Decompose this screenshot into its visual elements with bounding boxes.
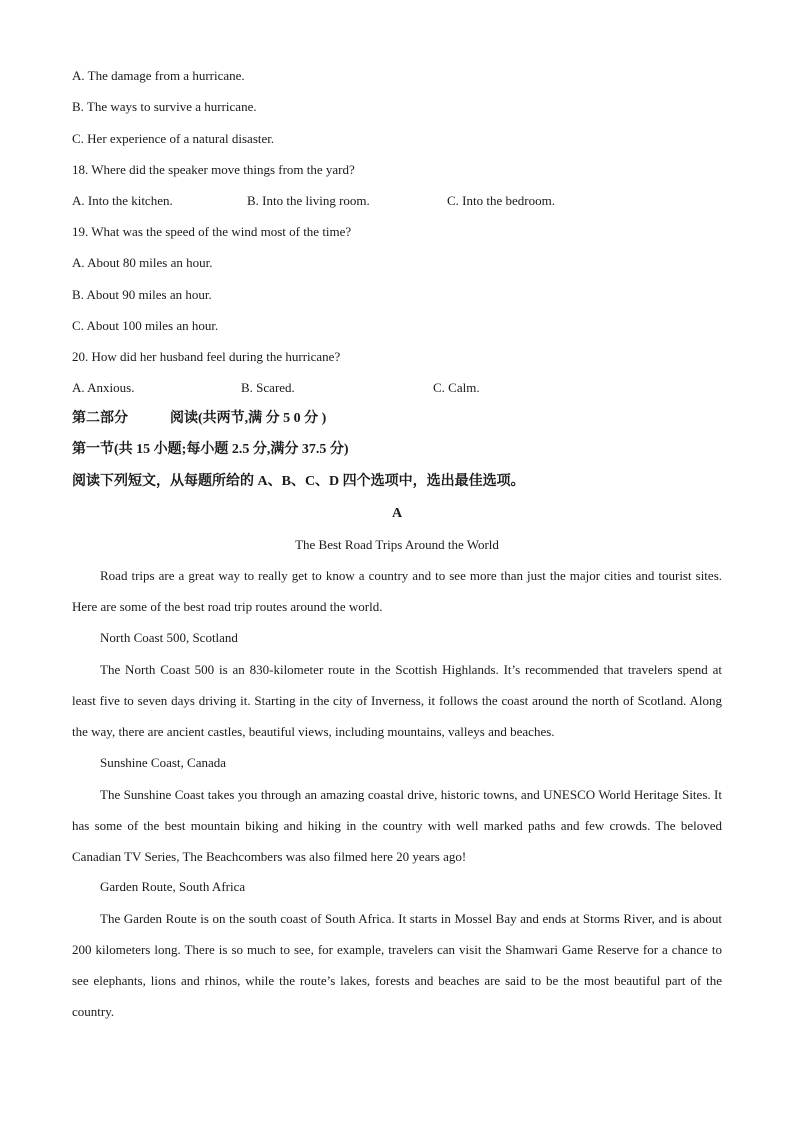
q19-option-b: B. About 90 miles an hour. bbox=[72, 287, 212, 302]
route-2-name: Sunshine Coast, Canada bbox=[100, 755, 227, 770]
route-3-name: Garden Route, South Africa bbox=[100, 879, 246, 894]
q18-option-b: B. Into the living room. bbox=[247, 193, 370, 208]
q18-option-a: A. Into the kitchen. bbox=[72, 193, 173, 208]
q17-option-c: C. Her experience of a natural disaster. bbox=[72, 131, 275, 146]
passage-title: The Best Road Trips Around the World bbox=[295, 537, 499, 552]
q19-option-c: C. About 100 miles an hour. bbox=[72, 318, 219, 333]
passage-letter: A bbox=[391, 506, 403, 521]
route-1-name: North Coast 500, Scotland bbox=[100, 630, 238, 645]
q20-question: 20. How did her husband feel during the hurricane? bbox=[72, 349, 341, 364]
q20-option-a: A. Anxious. bbox=[72, 380, 135, 395]
section-one-heading: 第一节(共 15 小题;每小题 2.5 分,满分 37.5 分) bbox=[72, 442, 349, 457]
q19-question: 19. What was the speed of the wind most of the time? bbox=[72, 224, 352, 239]
q17-option-a: A. The damage from a hurricane. bbox=[72, 68, 245, 83]
q20-option-c: C. Calm. bbox=[433, 380, 480, 395]
q17-option-b: B. The ways to survive a hurricane. bbox=[72, 99, 257, 114]
route-1-paragraph: The North Coast 500 is an 830-kilometer route in the Scottish Highlands. It’s recommended that travelers spend at least five to seven days driving it. Starting in the city of Inverness, it follows the coast around the north of Scotland. Along the way, there are ancient castles, beautiful views, including mountains, valleys and beaches. bbox=[72, 662, 722, 739]
q18-question: 18. Where did the speaker move things from the yard? bbox=[72, 162, 355, 177]
reading-instruction: 阅读下列短文，从每题所给的 A、B、C、D 四个选项中，选出最佳选项。 bbox=[72, 474, 525, 489]
q19-option-a: A. About 80 miles an hour. bbox=[72, 255, 213, 270]
q18-option-c: C. Into the bedroom. bbox=[447, 193, 555, 208]
route-3-paragraph: The Garden Route is on the south coast of South Africa. It starts in Mossel Bay and ends at Storms River, and is about 200 kilometers long. There is so much to see, for example, travelers can visit the Shamwari Game Reserve for a chance to see elephants, lions and rhinos, while the route’s lakes, forests and beaches are said to be the most beautiful part of the country. bbox=[72, 911, 722, 1019]
route-2-paragraph: The Sunshine Coast takes you through an amazing coastal drive, historic towns, and UNESCO World Heritage Sites. It has some of the best mountain biking and hiking in the country with well marked paths and few crowds. The beloved Canadian TV Series, The Beachcombers was also filmed here 20 years ago! bbox=[72, 787, 722, 864]
q20-option-b: B. Scared. bbox=[241, 380, 295, 395]
intro-paragraph: Road trips are a great way to really get to know a country and to see more than just the major cities and tourist sites. Here are some of the best road trip routes around the world. bbox=[72, 568, 722, 614]
part-two-heading: 第二部分 阅读(共两节,满 分 5 0 分 ) bbox=[72, 411, 327, 426]
